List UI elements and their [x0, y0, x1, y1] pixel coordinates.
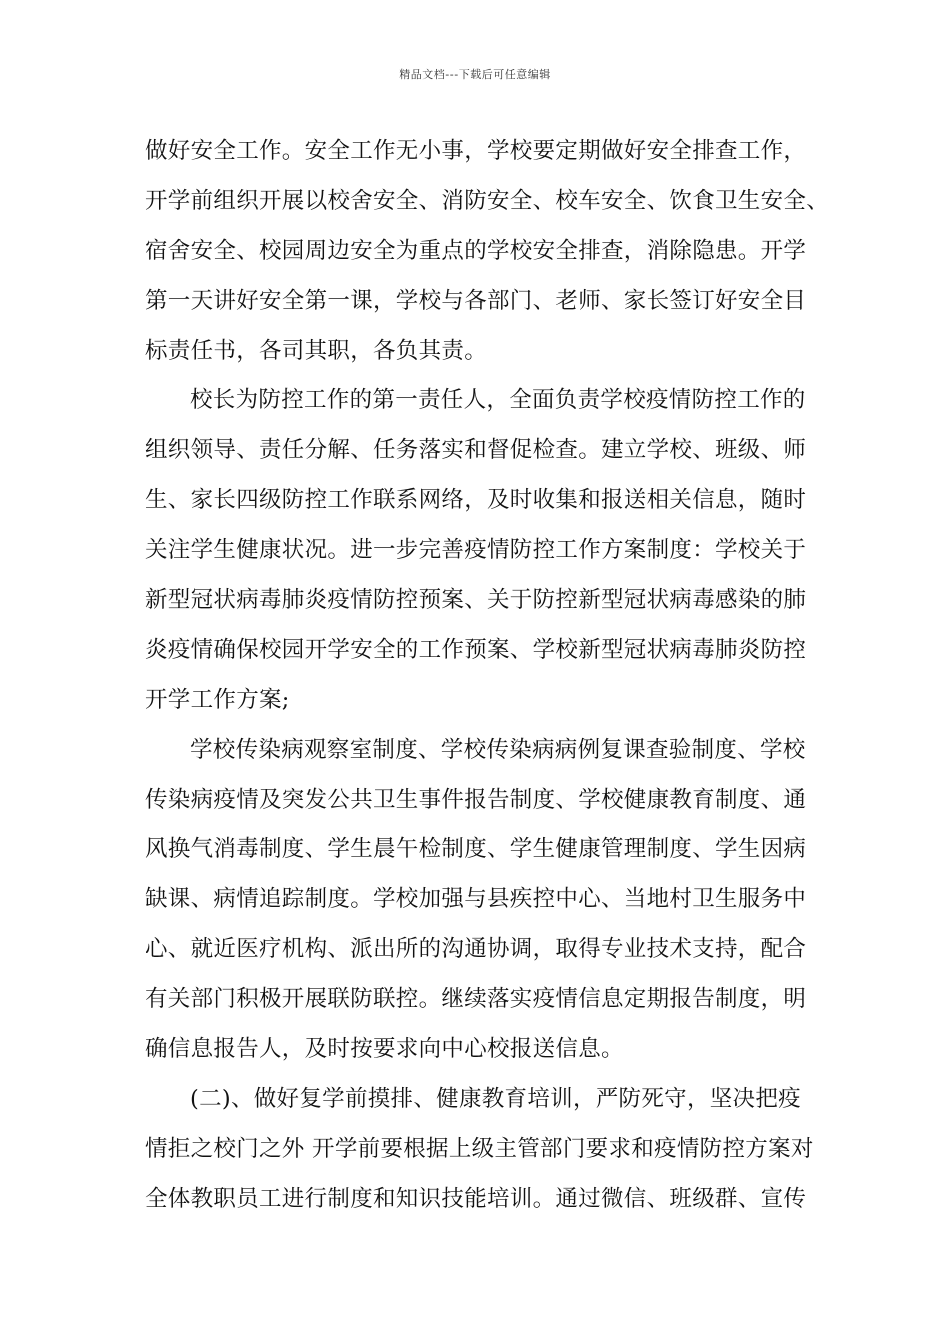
text-line: 传染病疫情及突发公共卫生事件报告制度、学校健康教育制度、通 [145, 786, 807, 813]
page-header: 精品文档---下载后可任意编辑 [399, 68, 551, 81]
text-line: 宿舍安全、校园周边安全为重点的学校安全排查，消除隐患。开学 [145, 237, 807, 264]
text-line: 校长为防控工作的第一责任人，全面负责学校疫情防控工作的 [190, 387, 806, 414]
text-line: 第一天讲好安全第一课，学校与各部门、老师、家长签订好安全目 [145, 287, 807, 314]
text-line: 开学前组织开展以校舍安全、消防安全、校车安全、饮食卫生安全、 [145, 187, 830, 214]
text-line: 新型冠状病毒肺炎疫情防控预案、关于防控新型冠状病毒感染的肺 [145, 587, 807, 614]
text-line: 生、家长四级防控工作联系网络，及时收集和报送相关信息，随时 [145, 487, 807, 514]
text-line: 全体教职员工进行制度和知识技能培训。通过微信、班级群、宣传 [145, 1185, 807, 1212]
text-line: 标责任书，各司其职，各负其责。 [145, 337, 488, 364]
text-line: 缺课、病情追踪制度。学校加强与县疾控中心、当地村卫生服务中 [145, 886, 807, 913]
text-line: 情拒之校门之外 开学前要根据上级主管部门要求和疫情防控方案对 [145, 1135, 814, 1162]
paragraph-2 [145, 377, 817, 726]
text-line: (二)、做好复学前摸排、健康教育培训，严防死守，坚决把疫 [190, 1085, 801, 1112]
paragraph-3 [145, 727, 817, 1076]
text-line: 学校传染病观察室制度、学校传染病病例复课查验制度、学校 [190, 736, 806, 763]
text-line: 有关部门积极开展联防联控。继续落实疫情信息定期报告制度，明 [145, 986, 807, 1013]
paragraph-1 [145, 128, 830, 377]
paragraph-4 [145, 1076, 817, 1226]
text-line: 组织领导、责任分解、任务落实和督促检查。建立学校、班级、师 [145, 437, 807, 464]
text-line: 开学工作方案; [145, 686, 290, 713]
text-line: 关注学生健康状况。进一步完善疫情防控工作方案制度：学校关于 [145, 537, 807, 564]
text-line: 做好安全工作。安全工作无小事，学校要定期做好安全排查工作， [145, 138, 807, 164]
text-line: 炎疫情确保校园开学安全的工作预案、学校新型冠状病毒肺炎防控 [145, 636, 807, 663]
text-line: 确信息报告人，及时按要求向中心校报送信息。 [145, 1036, 624, 1063]
text-line: 心、就近医疗机构、派出所的沟通协调，取得专业技术支持，配合 [145, 936, 807, 963]
document-body [145, 128, 830, 1226]
text-line: 风换气消毒制度、学生晨午检制度、学生健康管理制度、学生因病 [145, 836, 807, 863]
